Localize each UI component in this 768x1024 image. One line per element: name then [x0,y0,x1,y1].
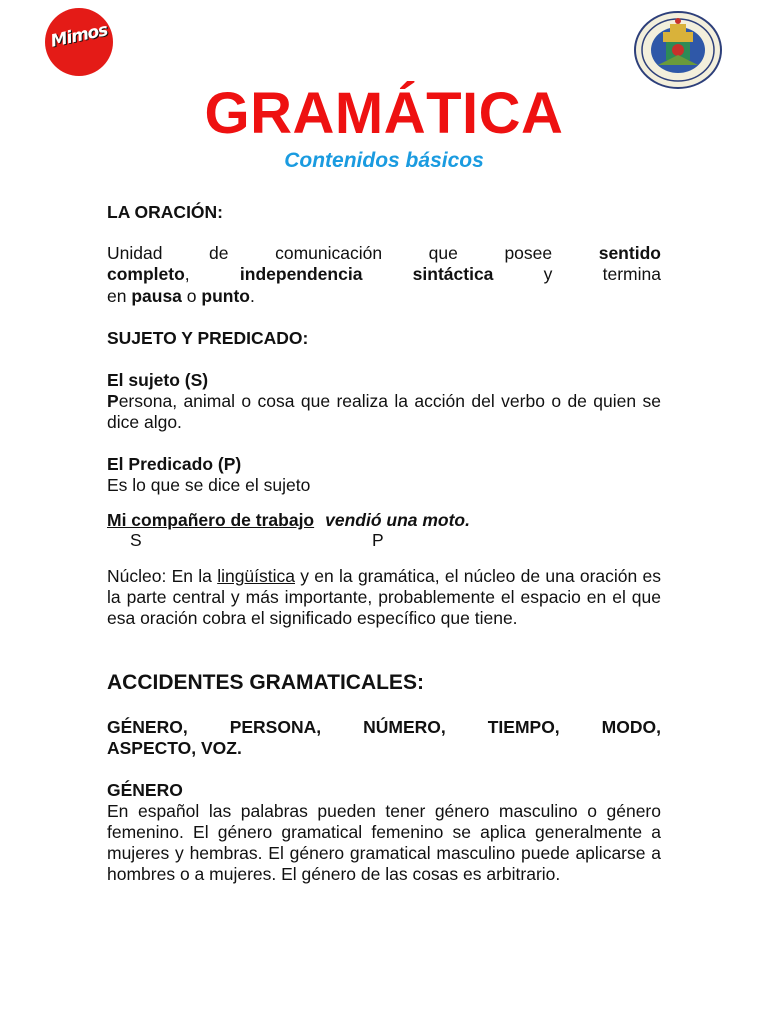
oracion-word: en [107,286,132,306]
oracion-word: y [543,264,553,284]
label-s: S [130,530,142,550]
example-predicate: vendió una moto. [325,510,470,530]
nucleo-text: y en la gramática, el núcleo de una oración es la parte central y más importante, probablemente el espacio en el que esa oración cobra el significado específico que tiene. [107,566,662,628]
sujeto-heading: El sujeto (S) [107,370,209,390]
accidentes-line-2: ASPECTO, VOZ. [107,738,242,758]
label-p: P [372,530,384,550]
accidente-item: PERSONA, [229,717,322,737]
genero-heading: GÉNERO [107,780,183,800]
mimos-logo [45,8,113,76]
oracion-line-2 [107,264,661,285]
mimos-logo-text: Mimos [48,20,110,52]
oracion-word: o [181,286,202,306]
university-seal-icon [633,10,723,90]
oracion-word: comunicación [275,243,383,263]
genero-paragraph: En español las palabras pueden tener género masculino o género femenino. El género gramatical femenino se aplica generalmente a mujeres y hembras. El género gramatical masculino puede aplicarse a hombres o a mujeres. El género de las cosas es arbitrario. [107,801,661,884]
predicado-heading: El Predicado (P) [107,454,242,474]
oracion-word: posee [504,243,553,263]
oracion-word: que [428,243,458,263]
oracion-comma: , [184,264,190,284]
section-heading-accidentes: ACCIDENTES GRAMATICALES: [107,671,424,694]
oracion-bold-word: sentido [598,243,661,263]
predicado-definition: Es lo que se dice el sujeto [107,475,311,495]
oracion-word: de [209,243,229,263]
oracion-bold-word: sintáctica [412,264,494,284]
page-title: GRAMÁTICA [204,81,564,146]
accidente-item: TIEMPO, [487,717,560,737]
sujeto-initial: P [107,391,119,411]
accidente-item: GÉNERO, [107,717,188,737]
sujeto-definition [107,391,661,433]
section-heading-oracion: LA ORACIÓN: [107,202,224,222]
nucleo-paragraph [107,566,661,629]
linguistica-link[interactable]: lingüística [217,566,296,586]
oracion-bold-word: pausa [131,286,182,306]
accidentes-line-1 [107,717,661,738]
oracion-bold-word: completo [107,264,185,284]
oracion-word: termina [602,264,661,284]
page-subtitle: Contenidos básicos [284,149,484,172]
oracion-bold-word: punto [201,286,250,306]
oracion-word: . [249,286,255,306]
nucleo-text: Núcleo: En la [107,566,218,586]
oracion-bold-word: independencia [239,264,363,284]
accidente-item: MODO, [601,717,661,737]
sujeto-text: ersona, animal o cosa que realiza la acción del verbo o de quien se dice algo. [107,391,661,432]
oracion-line-1 [107,243,661,264]
example-sentence [107,510,661,531]
accidente-item: NÚMERO, [363,717,446,737]
oracion-line-3 [107,286,661,307]
section-heading-sujeto-predicado: SUJETO Y PREDICADO: [107,328,309,348]
example-subject: Mi compañero de trabajo [107,510,315,530]
oracion-word: Unidad [107,243,163,263]
